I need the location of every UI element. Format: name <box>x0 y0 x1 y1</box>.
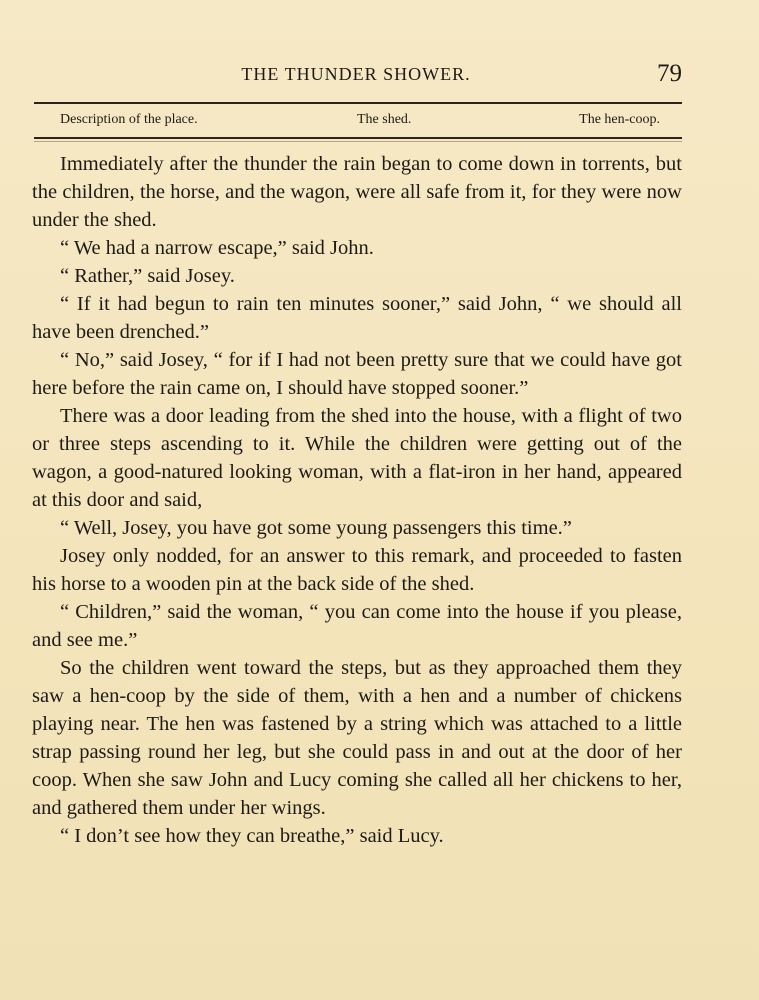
paragraph: “ No,” said Josey, “ for if I had not been pretty sure that we could have got here before the rain came on, I should have stopped sooner.” <box>32 349 682 399</box>
running-head <box>30 60 682 90</box>
paragraph: Immediately after the thunder the rain began to come down in torrents, but the children, the horse, and the wagon, were all safe from it, for they were now under the shed. <box>32 153 682 231</box>
paragraph: So the children went toward the steps, but as they approached them they saw a hen-coop by the side of them, with a hen and a number of chickens playing near. The hen was fastened by a string which was attached to a little strap passing round her leg, but she could pass in and out at the door of her coop. When she saw John and Lucy coming she called all her chickens to her, and gathered them under her wings. <box>32 657 682 819</box>
running-title: THE THUNDER SHOWER. <box>241 64 471 84</box>
paragraph: “ Rather,” said Josey. <box>60 265 235 287</box>
topic-line <box>60 112 660 132</box>
paragraph: “ If it had begun to rain ten minutes sooner,” said John, “ we should all have been drenched.” <box>32 293 682 343</box>
page-number: 79 <box>657 60 682 87</box>
bottom-rule-thin <box>34 141 682 142</box>
paragraph: “ Well, Josey, you have got some young passengers this time.” <box>60 517 572 539</box>
paragraph: “ I don’t see how they can breathe,” said Lucy. <box>60 825 444 847</box>
paragraph: “ We had a narrow escape,” said John. <box>60 237 374 259</box>
top-rule <box>34 102 682 104</box>
topic-description: Description of the place. <box>60 112 198 127</box>
bottom-rule <box>34 137 682 139</box>
body-text <box>32 150 682 850</box>
paragraph: Josey only nodded, for an answer to this remark, and proceeded to fasten his horse to a wooden pin at the back side of the shed. <box>32 545 682 595</box>
topic-hen-coop: The hen-coop. <box>579 112 660 127</box>
topic-shed: The shed. <box>357 112 412 127</box>
paragraph: “ Children,” said the woman, “ you can come into the house if you please, and see me.” <box>32 601 682 651</box>
paragraph: There was a door leading from the shed into the house, with a flight of two or three steps ascending to it. While the children were getting out of the wagon, a good-natured looking woman, with a flat-iron in her hand, appeared at this door and said, <box>32 405 682 511</box>
